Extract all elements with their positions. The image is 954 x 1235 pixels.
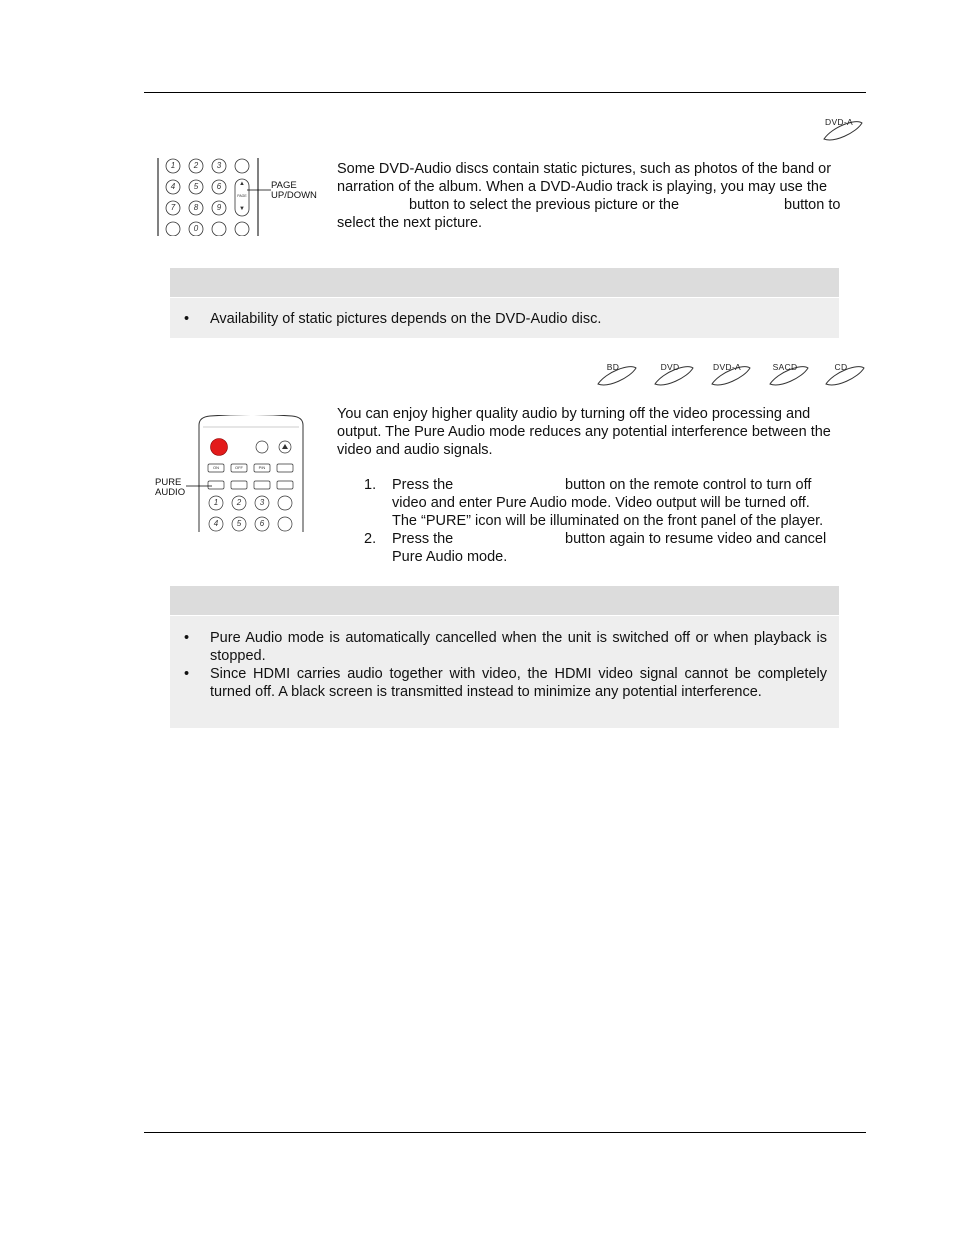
callout-line-1: PURE: [155, 477, 182, 488]
para-line: [337, 196, 842, 214]
step-number: 2.: [364, 531, 377, 547]
para-line: video and audio signals.: [337, 442, 493, 458]
para-line: output. The Pure Audio mode reduces any potential interference between the: [337, 424, 831, 440]
note-item: [170, 665, 839, 701]
static-pictures-paragraph: [337, 160, 842, 232]
callout-line-2: UP/DOWN: [271, 190, 317, 201]
step-line: The “PURE” icon will be illuminated on the front panel of the player.: [392, 513, 824, 529]
bullet: •: [184, 630, 190, 646]
disc-logo-sacd: [766, 362, 808, 388]
keypad-digit: 2: [193, 161, 199, 170]
keypad-digit: 1: [170, 161, 176, 170]
step-number: 1.: [364, 477, 377, 493]
disc-logo-label: DVD-A: [825, 117, 853, 127]
para-fragment: button to: [784, 197, 841, 213]
remote-digit-label: 5: [236, 519, 242, 528]
header-rule: [144, 92, 866, 93]
step-line: video and enter Pure Audio mode. Video output will be turned off.: [392, 495, 810, 511]
step-fragment: button again to resume video and cancel: [565, 531, 827, 547]
note-list: [170, 616, 839, 701]
keypad-digit: 8: [193, 203, 199, 212]
note-list: [170, 298, 839, 328]
disc-logo-dvd: [651, 362, 693, 388]
remote-small-button: [277, 481, 293, 489]
note-item-text: Since HDMI carries audio together with video, the HDMI video signal cannot be completely turned off. A black screen is transmitted instead to minimize any potential interference.: [210, 666, 827, 700]
arrow-up-icon: ▲: [239, 181, 245, 187]
disc-logo-label: SACD: [772, 362, 798, 372]
remote-digit-label: 3: [259, 498, 265, 507]
remote-digit-label: 6: [259, 519, 265, 528]
keypad-button: [166, 222, 180, 236]
remote-digit-label: 2: [236, 498, 242, 507]
callout-line-1: PAGE: [271, 180, 297, 191]
remote-small-button: [231, 481, 247, 489]
keypad-button: [235, 222, 249, 236]
remote-digit-button: [278, 517, 292, 531]
step-line: Pure Audio mode.: [392, 549, 508, 565]
callout-leader-line: [186, 484, 212, 488]
step-1: [364, 476, 864, 530]
keypad-digit: 0: [193, 224, 199, 233]
power-button-icon: [211, 439, 228, 456]
remote-button-label: OFF: [235, 465, 243, 470]
para-line: select the next picture.: [337, 215, 483, 231]
keypad-illustration: [155, 158, 265, 236]
step-line: [392, 476, 864, 494]
note-box-static-pictures: [170, 268, 839, 338]
step-line: [392, 530, 864, 548]
step-fragment: button on the remote control to turn off: [565, 477, 812, 493]
bullet: •: [184, 666, 190, 682]
para-fragment: button to select the previous picture or the: [409, 197, 680, 213]
remote-small-button: [277, 464, 293, 472]
note-header: [170, 586, 839, 616]
callout-pure-audio: [155, 478, 185, 498]
disc-logo-label: DVD-A: [713, 362, 741, 372]
note-box-pure-audio: [170, 586, 839, 728]
pure-audio-paragraph: [337, 405, 847, 459]
callout-line-2: AUDIO: [155, 487, 186, 498]
callout-page-up-down: [271, 181, 317, 201]
remote-control-icon: [198, 415, 304, 532]
para-line: You can enjoy higher quality audio by turning off the video processing and: [337, 406, 811, 422]
keypad-digit: 5: [193, 182, 199, 191]
remote-button-label: ON: [213, 465, 219, 470]
keypad-digit: 9: [216, 203, 222, 212]
step-2: [364, 530, 864, 566]
keypad-digit: 6: [216, 182, 222, 191]
para-line: Some DVD-Audio discs contain static pictures, such as photos of the band or: [337, 161, 832, 177]
remote-digit-button: [278, 496, 292, 510]
pure-audio-steps: [364, 476, 864, 566]
remote-digit-label: 4: [213, 519, 219, 528]
keypad-digit: 3: [216, 161, 222, 170]
note-item-text: Availability of static pictures depends on the DVD-Audio disc.: [210, 311, 602, 327]
step-fragment: Press the: [392, 477, 454, 493]
step-fragment: Press the: [392, 531, 454, 547]
remote-illustration: [198, 415, 304, 532]
page-rocker-label: PAGE: [237, 194, 247, 198]
disc-logo-dvd-a: [708, 362, 750, 388]
keypad-digit: 4: [170, 182, 176, 191]
note-item-text: Pure Audio mode is automatically cancelled when the unit is switched off or when playback is stopped.: [210, 630, 827, 664]
disc-logo-label: BD: [606, 362, 620, 372]
arrow-down-icon: ▼: [239, 206, 245, 212]
note-header: [170, 268, 839, 298]
disc-logo-cd: [822, 362, 864, 388]
note-item: [170, 629, 839, 665]
remote-digit-label: 1: [213, 498, 219, 507]
disc-logo-bd: [594, 362, 636, 388]
callout-leader-line: [247, 188, 271, 192]
keypad-button: [212, 222, 226, 236]
para-line: narration of the album. When a DVD-Audio track is playing, you may use the: [337, 179, 828, 195]
keypad-digit: 7: [170, 203, 176, 212]
disc-logo-label: DVD: [660, 362, 680, 372]
remote-button-label: PIN: [258, 465, 266, 470]
disc-logo-label: CD: [834, 362, 848, 372]
note-item: [170, 310, 839, 328]
bullet: •: [184, 311, 190, 327]
footer-rule: [144, 1132, 866, 1133]
keypad-button: [235, 159, 249, 173]
remote-small-button: [254, 481, 270, 489]
disc-logo-dvd-a: [820, 117, 862, 143]
